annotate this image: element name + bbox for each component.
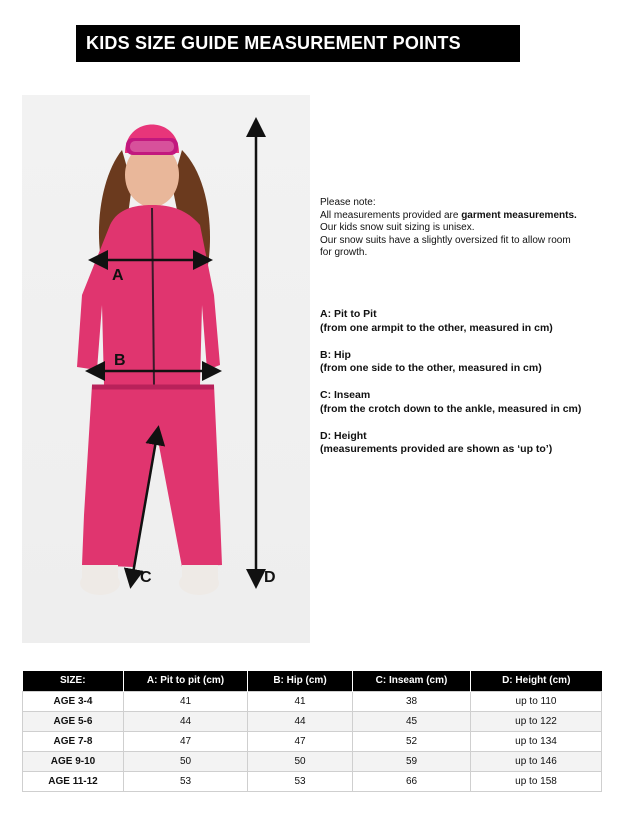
height-cell: up to 134 [471,731,602,751]
pit-cell: 44 [124,711,248,731]
size-cell: AGE 5-6 [23,711,124,731]
pit-cell: 41 [124,691,248,711]
hip-cell: 53 [248,771,353,791]
definition-desc: (from one armpit to the other, measured in cm) [320,321,553,334]
header-pit-to-pit: A: Pit to pit (cm) [124,671,248,691]
label-c: C [140,569,152,586]
pit-cell: 50 [124,751,248,771]
size-cell: AGE 9-10 [23,751,124,771]
jacket-shape [77,205,220,385]
notes-line-1-prefix: All measurements provided are [320,209,462,221]
definition-desc: (from the crotch down to the ankle, measured in cm) [320,402,582,415]
header-height: D: Height (cm) [471,671,602,691]
definition-a [320,308,615,335]
definition-name: A: Pit to Pit [320,308,377,320]
definition-desc: (measurements provided are shown as ‘up to’) [320,443,553,455]
model-photo [22,95,310,643]
header-inseam: C: Inseam (cm) [353,671,471,691]
pit-cell: 53 [124,771,248,791]
definition-b [320,349,615,376]
pants-shape [82,385,222,567]
hip-cell: 47 [248,731,353,751]
height-cell: up to 110 [471,691,602,711]
inseam-cell: 52 [353,731,471,751]
notes-heading: Please note: [320,197,376,208]
hip-cell: 41 [248,691,353,711]
pit-cell: 47 [124,731,248,751]
header-hip: B: Hip (cm) [248,671,353,691]
table-row [23,711,602,731]
inseam-cell: 45 [353,711,471,731]
measurement-diagram [22,95,310,643]
definition-d [320,430,615,457]
inseam-cell: 66 [353,771,471,791]
definition-desc: (from one side to the other, measured in cm) [320,362,542,374]
definition-c [320,389,615,416]
table-row [23,751,602,771]
definition-name: D: Height [320,429,367,442]
notes-line-4: for growth. [320,247,368,258]
measurement-definitions [320,308,615,470]
definition-name: B: Hip [320,348,351,361]
notes-block [320,197,605,260]
hip-cell: 50 [248,751,353,771]
notes-line-3: Our snow suits have a slightly oversized fit to allow room [320,234,571,246]
label-d: D [264,569,276,586]
table-header-row [23,671,602,691]
inseam-cell: 38 [353,691,471,711]
size-cell: AGE 3-4 [23,691,124,711]
hip-cell: 44 [248,711,353,731]
table-row [23,691,602,711]
height-cell: up to 158 [471,771,602,791]
table-row [23,731,602,751]
size-table [22,671,602,792]
label-b: B [114,352,126,369]
notes-line-1-bold: garment measurements. [461,209,577,221]
table-row [23,771,602,791]
notes-line-1 [320,210,605,223]
height-cell: up to 122 [471,711,602,731]
header-size: SIZE: [23,671,124,691]
notes-line-2: Our kids snow suit sizing is unisex. [320,222,475,233]
definition-name: C: Inseam [320,389,371,401]
height-cell: up to 146 [471,751,602,771]
page-title: KIDS SIZE GUIDE MEASUREMENT POINTS [76,25,520,62]
inseam-cell: 59 [353,751,471,771]
size-cell: AGE 7-8 [23,731,124,751]
size-cell: AGE 11-12 [23,771,124,791]
label-a: A [112,267,124,284]
